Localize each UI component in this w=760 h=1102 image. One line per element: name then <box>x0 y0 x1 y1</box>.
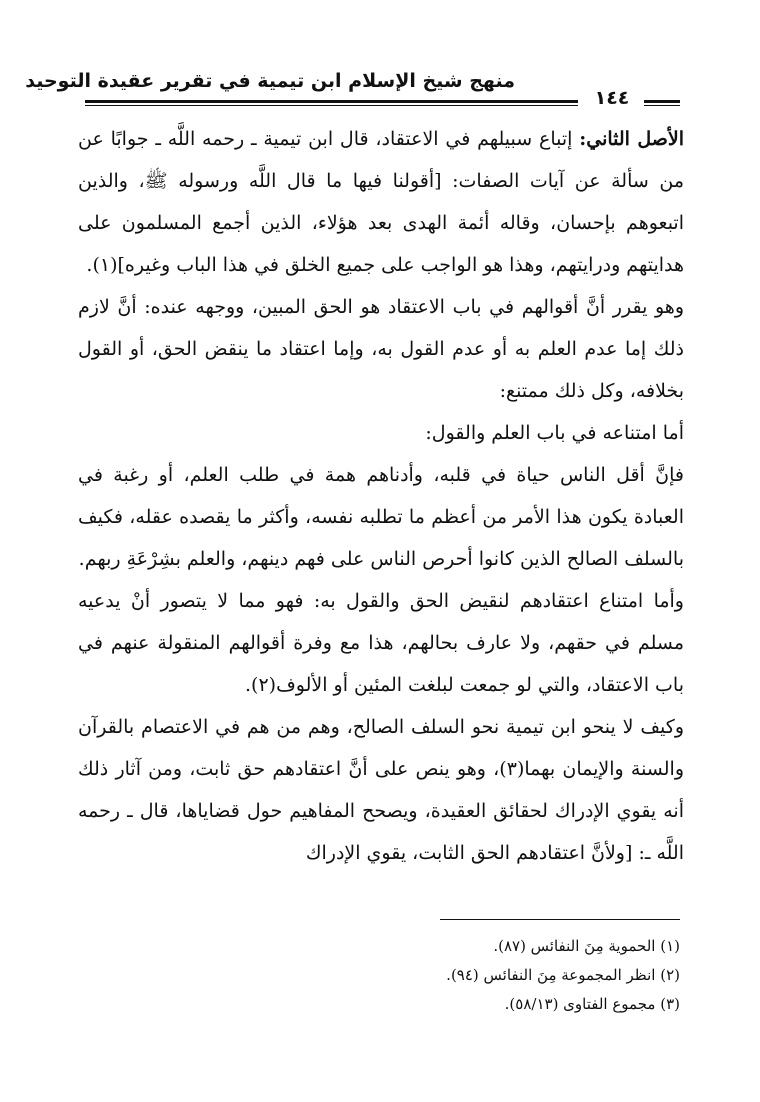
running-title: منهج شيخ الإسلام ابن تيمية في تقرير عقيدة التوحيد <box>25 70 515 92</box>
section-label: الأصل الثاني: <box>579 128 684 150</box>
paragraph-3: أما امتناعه في باب العلم والقول: <box>425 422 684 444</box>
footnote-1: (١) الحموية مِنَ النفائس (٨٧). <box>493 937 680 955</box>
page-number-rule <box>644 100 680 103</box>
footnotes <box>360 932 680 1019</box>
paragraph-1-text: إتباع سبيلهم في الاعتقاد، قال ابن تيمية ـ رحمه اللَّه ـ جوابًا عن من سألة عن آيات الصفات: [أقولنا فيها ما قال اللَّه ورسوله ﷺ، والذين اتبعوهم بإحسان، وقاله أئمة الهدى بعد هؤلاء، الذين أجمع المسلمون على هدايتهم ودرايتهم، وهذا هو الواجب على جميع الخلق في هذا الباب وغيره](١). <box>78 128 684 276</box>
paragraph-4: فإنَّ أقل الناس حياة في قلبه، وأدناهم همة في طلب العلم، أو رغبة في العبادة يكون هذا الأمر من أعظم ما تطلبه نفسه، وأكثر ما يقصده عقله، فكيف بالسلف الصالح الذين كانوا أحرص الناس على فهم دينهم، والعلم بشِرْعَةِ ربهم. <box>78 464 684 570</box>
footnote-2: (٢) انظر المجموعة مِنَ النفائس (٩٤). <box>446 966 680 984</box>
paragraph-1 <box>78 118 684 286</box>
page-number-rule-thin <box>644 105 680 106</box>
footnote-3: (٣) مجموع الفتاوى (٥٨/١٣). <box>504 995 680 1013</box>
footnote-rule <box>440 919 680 920</box>
paragraph-6: وكيف لا ينحو ابن تيمية نحو السلف الصالح، وهم من هم في الاعتصام بالقرآن والسنة والإيمان بهما(٣)، وهو ينص على أنَّ اعتقادهم حق ثابت، ومن آثار ذلك أنه يقوي الإدراك لحقائق العقيدة، ويصحح المفاهيم حول قضاياها، قال ـ رحمه اللَّه ـ: [ولأنَّ اعتقادهم الحق الثابت، يقوي الإدراك <box>78 716 684 864</box>
paragraph-2: وهو يقرر أنَّ أقوالهم في باب الاعتقاد هو الحق المبين، ووجهه عنده: أنَّ لازم ذلك إما عدم العلم به أو عدم القول به، وإما اعتقاد ما ينقض الحق، أو القول بخلافه، وكل ذلك ممتنع: <box>78 296 684 402</box>
page-number: ١٤٤ <box>594 87 630 109</box>
header-rule-thin <box>85 105 578 106</box>
header-rule <box>85 100 578 103</box>
paragraph-5: وأما امتناع اعتقادهم لنقيض الحق والقول به: فهو مما لا يتصور أنْ يدعيه مسلم في حقهم، ولا عارف بحالهم، هذا مع وفرة أقوالهم المنقولة عنهم في باب الاعتقاد، والتي لو جمعت لبلغت المئين أو الألوف(٢). <box>78 590 684 696</box>
body-text <box>78 118 684 908</box>
